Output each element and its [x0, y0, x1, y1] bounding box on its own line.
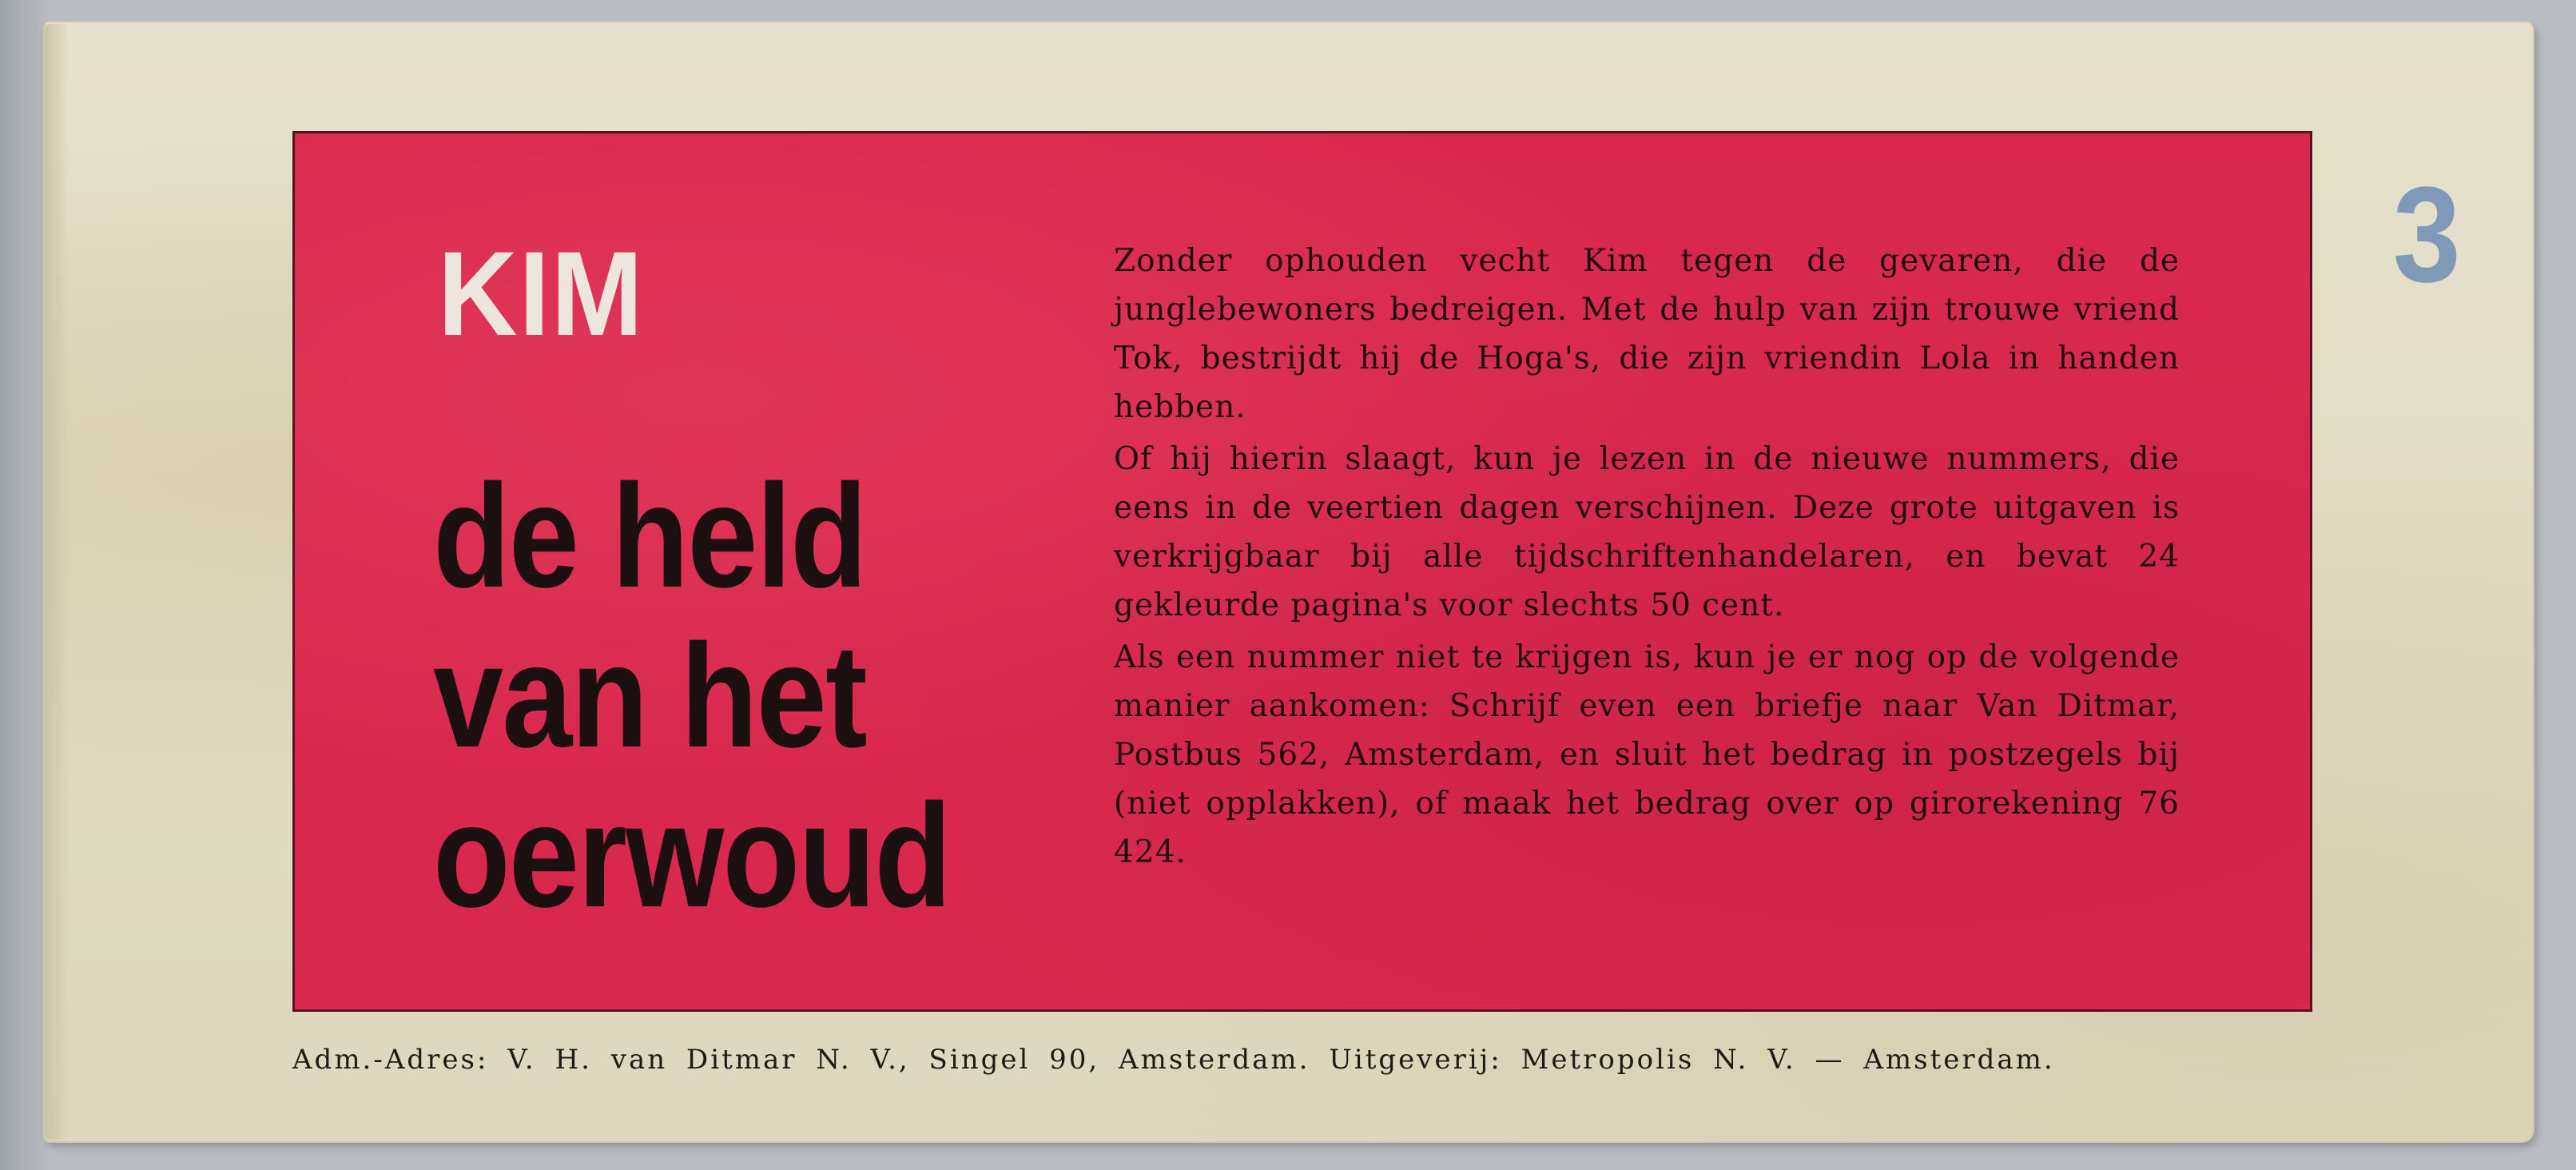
description-paragraph: Als een nummer niet te krijgen is, kun je er nog op de volgende manier aankomen: Schrijf even een briefje naar Van Ditmar, Postbus 562, Amsterdam, en sluit het bedrag in postzegels bij (niet opplakken), of maak het bedrag over op girorekening 76 424. — [1114, 639, 2180, 870]
subtitle-line: de held — [433, 453, 866, 618]
publisher-address: Adm.-Adres: V. H. van Ditmar N. V., Singel 90, Amsterdam. Uitgeverij: Metropolis N. V. — Amsterdam. — [292, 1044, 2055, 1076]
subtitle-line: van het — [433, 613, 866, 778]
handwritten-number-stamp: 3 — [2392, 159, 2461, 311]
comic-title: KIM — [438, 226, 645, 360]
background-surface — [0, 0, 48, 1170]
subtitle-line: oerwoud — [433, 773, 951, 937]
description-paragraph: Of hij hierin slaagt, kun je lezen in de nieuwe nummers, die eens in de veertien dagen verschijnen. Deze grote uitgaven is verkrijgbaar bij alle tijdschriftenhandelaren, en bevat 24 gekleurde pagina's voor slechts 50 cent. — [1114, 441, 2180, 623]
description-text — [1114, 237, 2180, 880]
booklet-spine-edge — [45, 24, 69, 1140]
comic-subtitle — [433, 453, 951, 937]
description-paragraph: Zonder ophouden vecht Kim tegen de gevaren, die de junglebewoners bedreigen. Met de hulp van zijn trouwe vriend Tok, bestrijdt hij de Hoga's, die zijn vriendin Lola in handen hebben. — [1114, 243, 2180, 425]
